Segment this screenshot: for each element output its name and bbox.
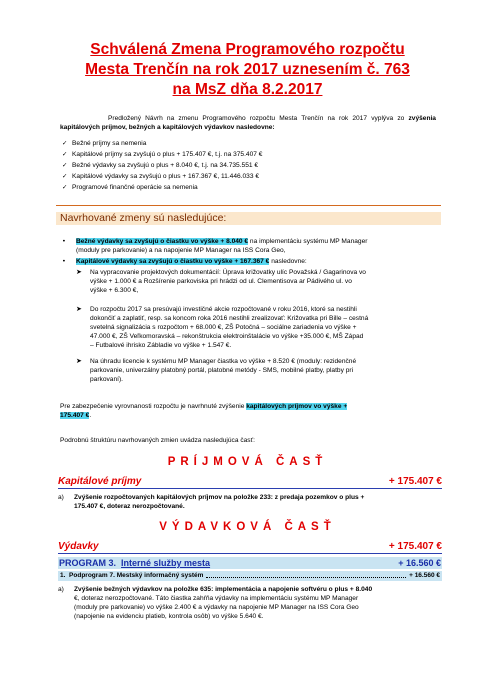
expenses-header [58, 541, 442, 554]
subitem-project-docs: Na vypracovanie projektových dokumentácií: Úprava križovatky ulíc Považská / Gagarinova vo výške + 1.000 € a Rozšírenie parkoviska pri hrádzi od ul. Clementisova ar Pádivého ul. vo výške + 6.300 €, [90, 269, 366, 295]
intro-text: Predložený Návrh na zmenu Programového rozpočtu Mesta Trenčín na rok 2017 vyplýva zo [108, 115, 405, 122]
expenses-label: Výdavky [58, 541, 99, 552]
arrow-bullet-icon: ➤ [76, 357, 82, 365]
subprogram-amount: + 16.560 € [409, 572, 440, 579]
income-section-title: PRÍJMOVÁ ČASŤ [167, 456, 328, 468]
highlight-capital-expenses: Kapitálové výdavky sa zvyšujú o čiastku vo výške + 167.367 € [76, 258, 270, 265]
checkmark-icon: ✓ [62, 161, 68, 169]
arrow-bullet-icon: ➤ [76, 305, 82, 313]
expenses-amount: + 175.407 € [388, 541, 442, 552]
checklist-item: ✓ Programové finančné operácie sa nemenia [62, 183, 198, 191]
document-title [40, 40, 455, 100]
checkmark-icon: ✓ [62, 150, 68, 158]
intro-bold: zvýšenia kapitálových príjmov, bežných a kapitálových výdavkov nasledovne: [60, 115, 436, 132]
bullet-icon: • [62, 257, 66, 265]
program-3-row: PROGRAM 3. Interné služby mesta + 16.560 € [59, 558, 441, 568]
program-3-amount: + 16.560 € [398, 558, 441, 568]
title-line-2: Mesta Trenčín na rok 2017 uznesením č. 763 [85, 61, 410, 78]
arrow-bullet-icon: ➤ [76, 268, 82, 276]
highlight-capital-income: kapitálových príjmov vo výške + [246, 403, 348, 410]
expense-paragraph: a) Zvýšenie bežných výdavkov na položke 635: implementácia a napojenie softvéru o plus + 8.040 €, doteraz nerozpočtované. Táto čiastka zahŕňa výdavky na implementáciu systému MP Manager (moduly pre parkovanie) vo výške 2.400 € a výdavky na napojenie MP Manager na ISS Cora Geo (napojenie na evidenciu platieb, kontrola osôb) vo výške 5.640 €. [58, 586, 373, 621]
bullet-current-expenses: Bežné výdavky sa zvyšujú o čiastku vo výške + 8.040 € na implementáciu systému MP Manager (moduly pre parkovanie) a na napojenie MP Manager na ISS Cora Geo, [76, 238, 368, 255]
capital-income-header [58, 476, 442, 489]
checkmark-icon: ✓ [62, 172, 68, 180]
checkmark-icon: ✓ [62, 139, 68, 147]
checklist-item: ✓ Kapitálové výdavky sa zvyšujú o plus + 167.367 €, 11.446.033 € [62, 172, 260, 180]
subprogram-row: 1. Podprogram 7. Mestský informačný systém + 16.560 € [60, 572, 440, 579]
title-line-3: na MsZ dňa 8.2.2017 [172, 81, 323, 98]
divider [56, 205, 441, 206]
subitem-license: Na úhradu licencie k systému MP Manager čiastka vo výške + 8.520 € (moduly: rezidenčné parkovanie, univerzálny platobný portál, platobné metódy - SMS, mobilné platby, platby pri parkovaní). [90, 358, 357, 384]
detail-note: Podrobnú štruktúru navrhovaných zmien uvádza nasledujúca časť: [60, 437, 255, 444]
checklist-item: ✓ Kapitálové príjmy sa zvyšujú o plus + 175.407 €, t.j. na 375.407 € [62, 150, 263, 158]
expense-section-title: VÝDAVKOVÁ ČASŤ [159, 521, 336, 533]
bullet-capital-expenses: Kapitálové výdavky sa zvyšujú o čiastku vo výške + 167.367 € nasledovne: [76, 258, 307, 265]
bullet-icon: • [62, 237, 66, 245]
intro-paragraph [60, 114, 436, 133]
title-line-1: Schválená Zmena Programového rozpočtu [90, 41, 405, 58]
checklist-item: ✓ Bežné príjmy sa nemenia [62, 139, 147, 147]
capital-income-label: Kapitálové príjmy [58, 476, 142, 487]
capital-income-amount: + 175.407 € [388, 476, 442, 487]
income-paragraph: a) Zvýšenie rozpočtovaných kapitálových príjmov na položke 233: z predaja pozemkov o plus + 175.407 €, doteraz nerozpočtované. [58, 494, 365, 511]
summary-checklist [62, 138, 262, 193]
checkmark-icon: ✓ [62, 183, 68, 191]
highlight-current-expenses: Bežné výdavky sa zvyšujú o čiastku vo výške + 8.040 € [76, 238, 249, 245]
subitem-moved-investments: Do rozpočtu 2017 sa presúvajú investičné akcie rozpočtované v roku 2016, ktoré sa nestihli dokončiť a zaplatiť, resp. sa koncom roka 2016 nestihli zrealizovať: Križovatka pri Bille – cestná svetelná signalizácia s rozpočtom + 68.000 €, ZŠ Potočná – sociálne zariadenia vo výške + 47.000 €, ZŠ Veľkomoravská – rekonštrukcia elektroinštalácie vo výške +35.000 €, MŠ Západ – Futbalové ihrisko Zábladie vo výške + 1.547 €. [90, 306, 369, 350]
changes-heading: Navrhované zmeny sú nasledujúce: [56, 212, 441, 225]
dot-leader [206, 571, 406, 578]
balance-paragraph: Pre zabezpečenie vyrovnanosti rozpočtu je navrhnuté zvýšenie kapitálových príjmov vo výške + 175.407 €. [60, 403, 348, 420]
checklist-item: ✓ Bežné výdavky sa zvyšujú o plus + 8.040 €, t.j. na 34.735.551 € [62, 161, 259, 169]
